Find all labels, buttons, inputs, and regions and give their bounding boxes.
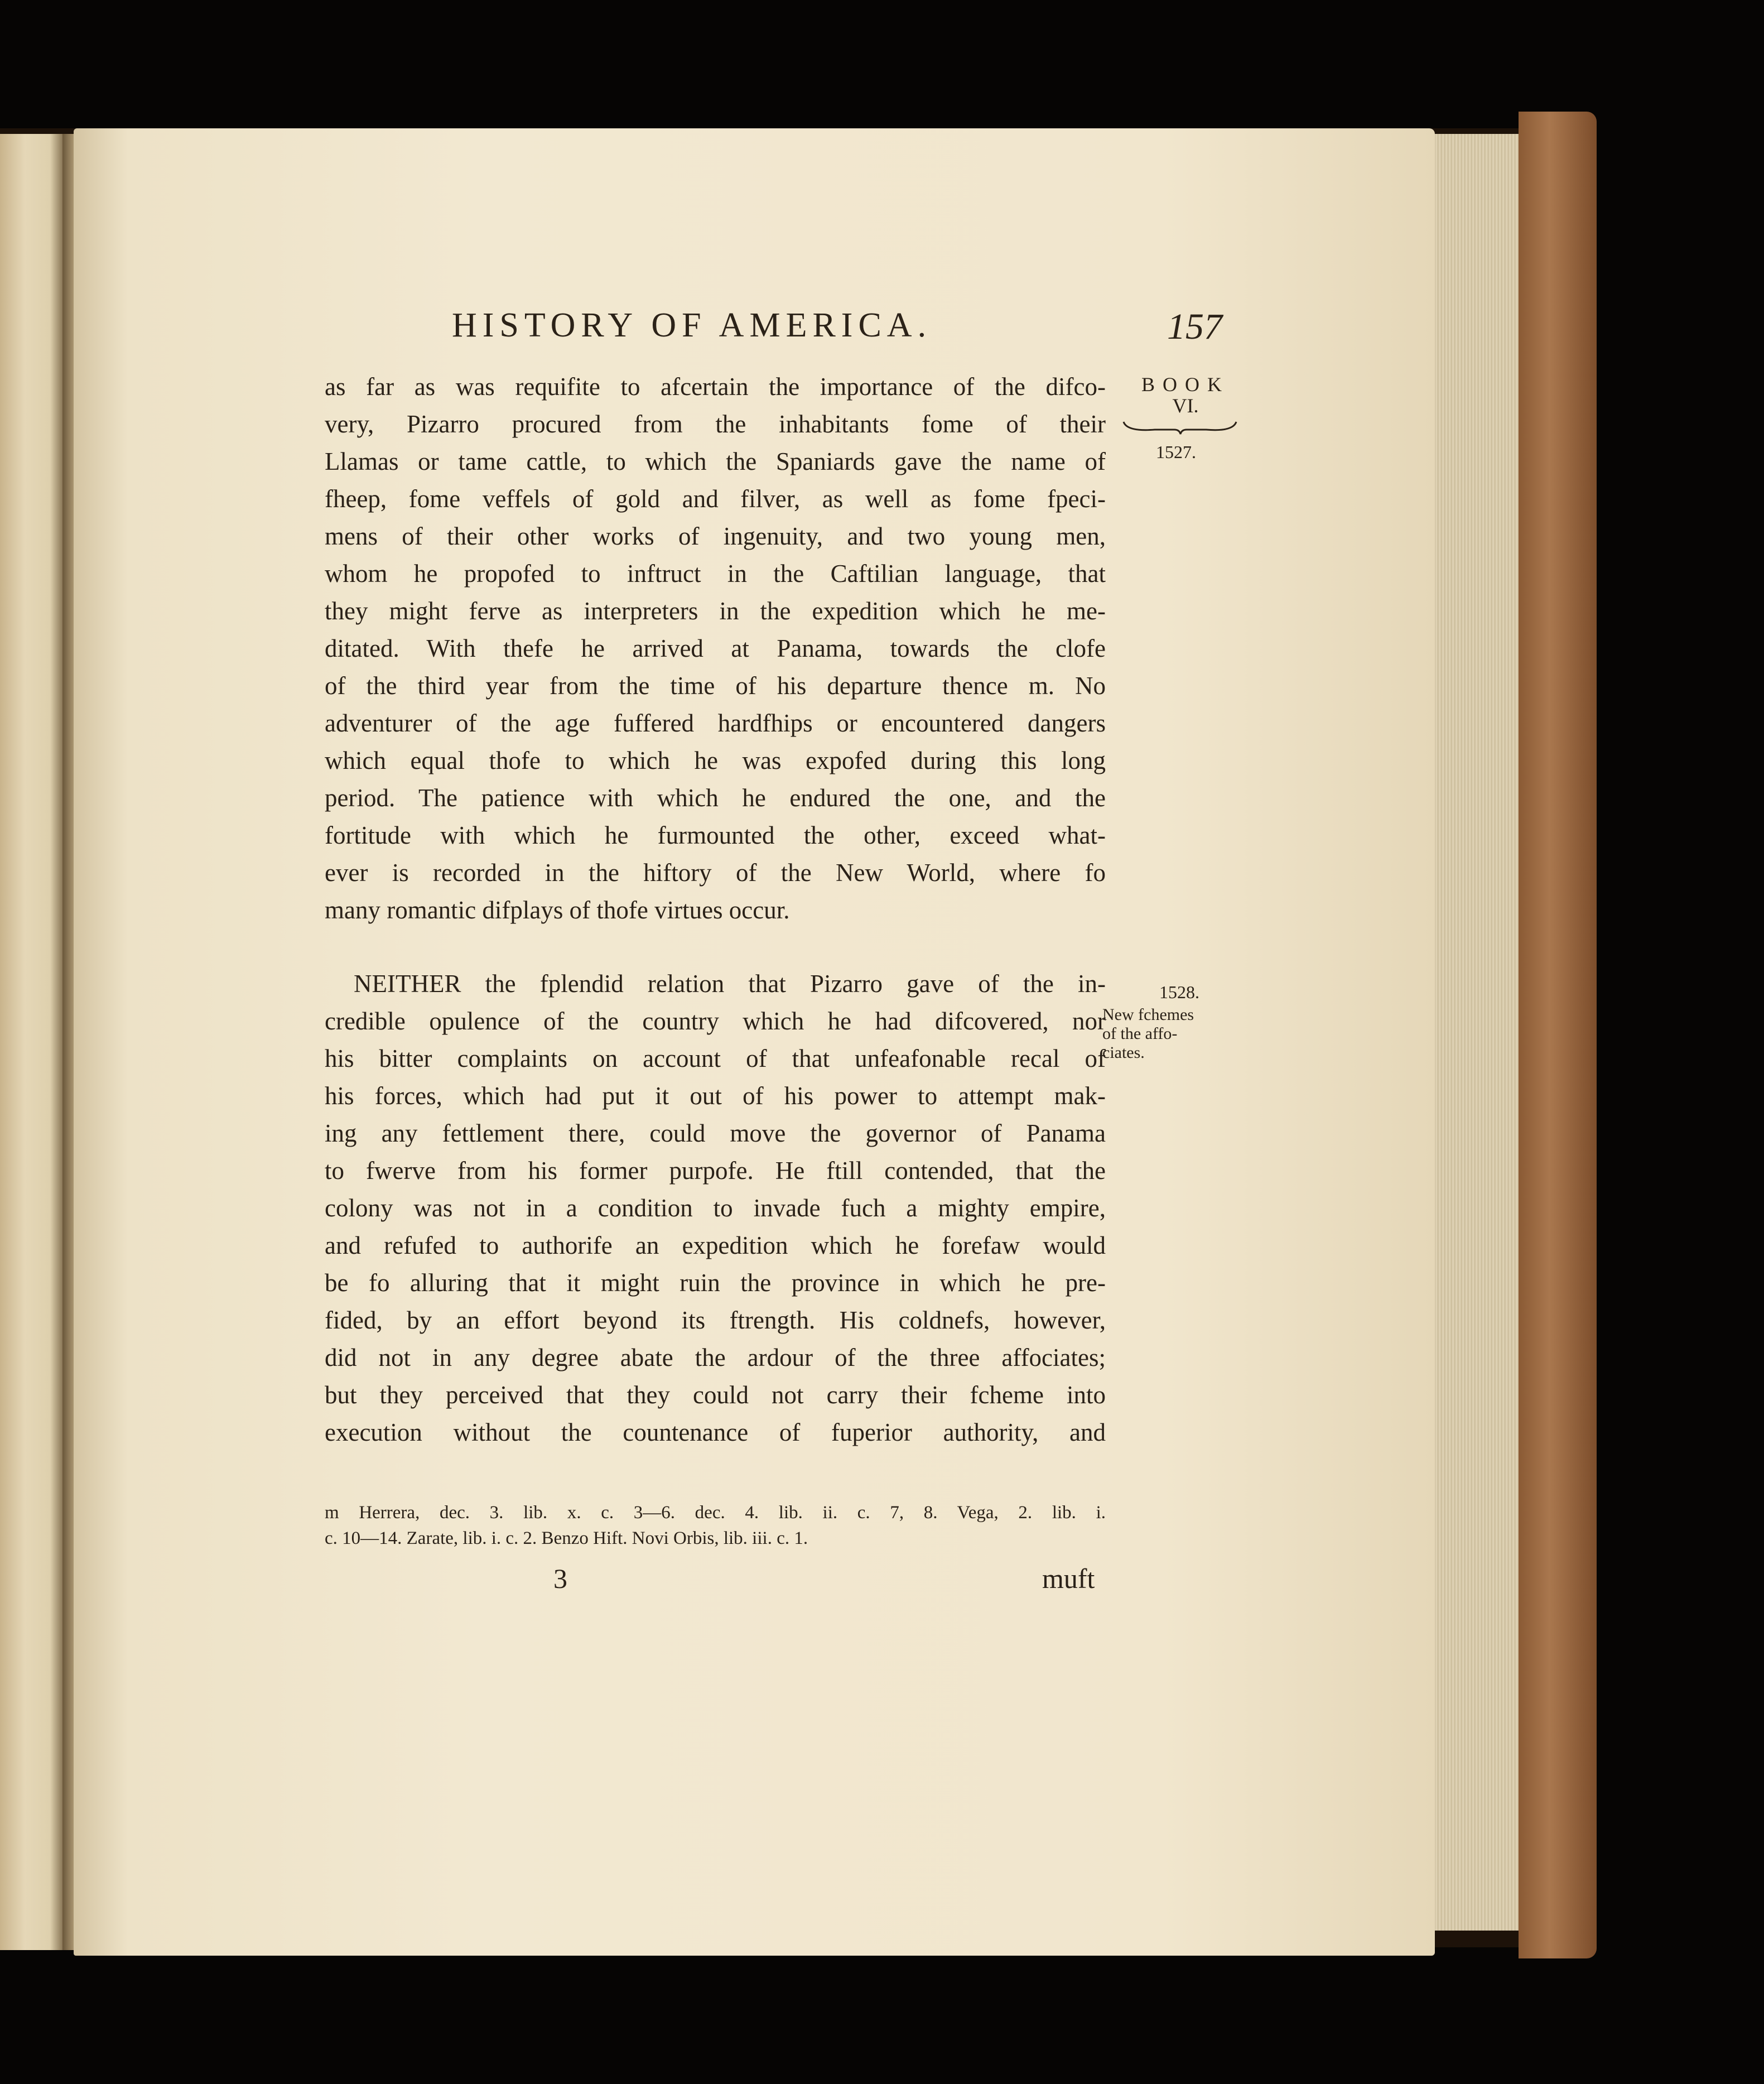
margin-year-1528: 1528. xyxy=(1159,982,1199,1002)
text-line: but they perceived that they could not carry their fcheme into xyxy=(325,1381,1106,1409)
text-line: did not in any degree abate the ardour of the three affociates; xyxy=(325,1344,1106,1371)
text-line: period. The patience with which he endured the one, and the xyxy=(325,784,1106,812)
text-line: whom he propofed to inftruct in the Caftilian language, that xyxy=(325,560,1106,588)
text-line: which equal thofe to which he was expofed during this long xyxy=(325,747,1106,774)
book-label: BOOK xyxy=(1141,373,1230,396)
text-line: NEITHER the fplendid relation that Pizarro gave of the in- xyxy=(354,970,1106,998)
left-page-edge xyxy=(0,134,62,1950)
text-line: of the third year from the time of his departure thence m. No xyxy=(325,672,1106,700)
text-line: colony was not in a condition to invade fuch a mighty empire, xyxy=(325,1194,1106,1222)
text-line: they might ferve as interpreters in the expedition which he me- xyxy=(325,597,1106,625)
text-line: fortitude with which he furmounted the other, exceed what- xyxy=(325,821,1106,849)
margin-book-label xyxy=(1132,373,1238,417)
footnote xyxy=(325,1500,1106,1551)
signature-mark: 3 xyxy=(553,1563,567,1594)
text-line: his forces, which had put it out of his power to attempt mak- xyxy=(325,1082,1106,1110)
text-line: his bitter complaints on account of that unfeafonable recal of xyxy=(325,1045,1106,1072)
text-line: fided, by an effort beyond its ftrength. His coldnefs, however, xyxy=(325,1306,1106,1334)
text-line: and refufed to authorife an expedition which he forefaw would xyxy=(325,1231,1106,1259)
footnote-line: c. 10—14. Zarate, lib. i. c. 2. Benzo Hift. Novi Orbis, lib. iii. c. 1. xyxy=(325,1528,808,1548)
text-line: fheep, fome veffels of gold and filver, as well as fome fpeci- xyxy=(325,485,1106,513)
margin-year-1527: 1527. xyxy=(1156,442,1196,462)
brace-icon xyxy=(1121,418,1238,435)
text-line: ever is recorded in the hiftory of the New World, where fo xyxy=(325,859,1106,887)
sidenote-line: ciates. xyxy=(1102,1043,1145,1062)
catchword: muft xyxy=(1042,1563,1095,1594)
page-number: 157 xyxy=(1167,306,1222,347)
text-line: very, Pizarro procured from the inhabitants fome of their xyxy=(325,410,1106,438)
text-line: as far as was requifite to afcertain the importance of the difco- xyxy=(325,373,1106,401)
margin-sidenote xyxy=(1102,1005,1247,1062)
text-line: ditated. With thefe he arrived at Panama, towards the clofe xyxy=(325,634,1106,662)
text-line: ing any fettlement there, could move the governor of Panama xyxy=(325,1119,1106,1147)
text-line: Llamas or tame cattle, to which the Spaniards gave the name of xyxy=(325,447,1106,475)
sidenote-line: of the affo- xyxy=(1102,1024,1178,1043)
paragraph-2 xyxy=(325,965,1106,1451)
text-line: be fo alluring that it might ruin the province in which he pre- xyxy=(325,1269,1106,1297)
sidenote-line: New fchemes xyxy=(1102,1005,1194,1024)
book-number: VI. xyxy=(1172,394,1199,417)
text-line: to fwerve from his former purpofe. He ftill contended, that the xyxy=(325,1157,1106,1185)
footnote-line: m Herrera, dec. 3. lib. x. c. 3—6. dec. 4. lib. ii. c. 7, 8. Vega, 2. lib. i. xyxy=(325,1503,1106,1523)
text-line: many romantic difplays of thofe virtues occur. xyxy=(325,896,790,924)
text-line: execution without the countenance of fuperior authority, and xyxy=(325,1418,1106,1446)
running-title: HISTORY OF AMERICA. xyxy=(452,306,932,344)
paragraph-1 xyxy=(325,368,1106,929)
page-block-edges xyxy=(1435,134,1519,1931)
text-line: credible opulence of the country which he had difcovered, nor xyxy=(325,1007,1106,1035)
text-line: adventurer of the age fuffered hardfhips or encountered dangers xyxy=(325,709,1106,737)
leather-cover xyxy=(1519,112,1597,1958)
text-line: mens of their other works of ingenuity, and two young men, xyxy=(325,522,1106,550)
